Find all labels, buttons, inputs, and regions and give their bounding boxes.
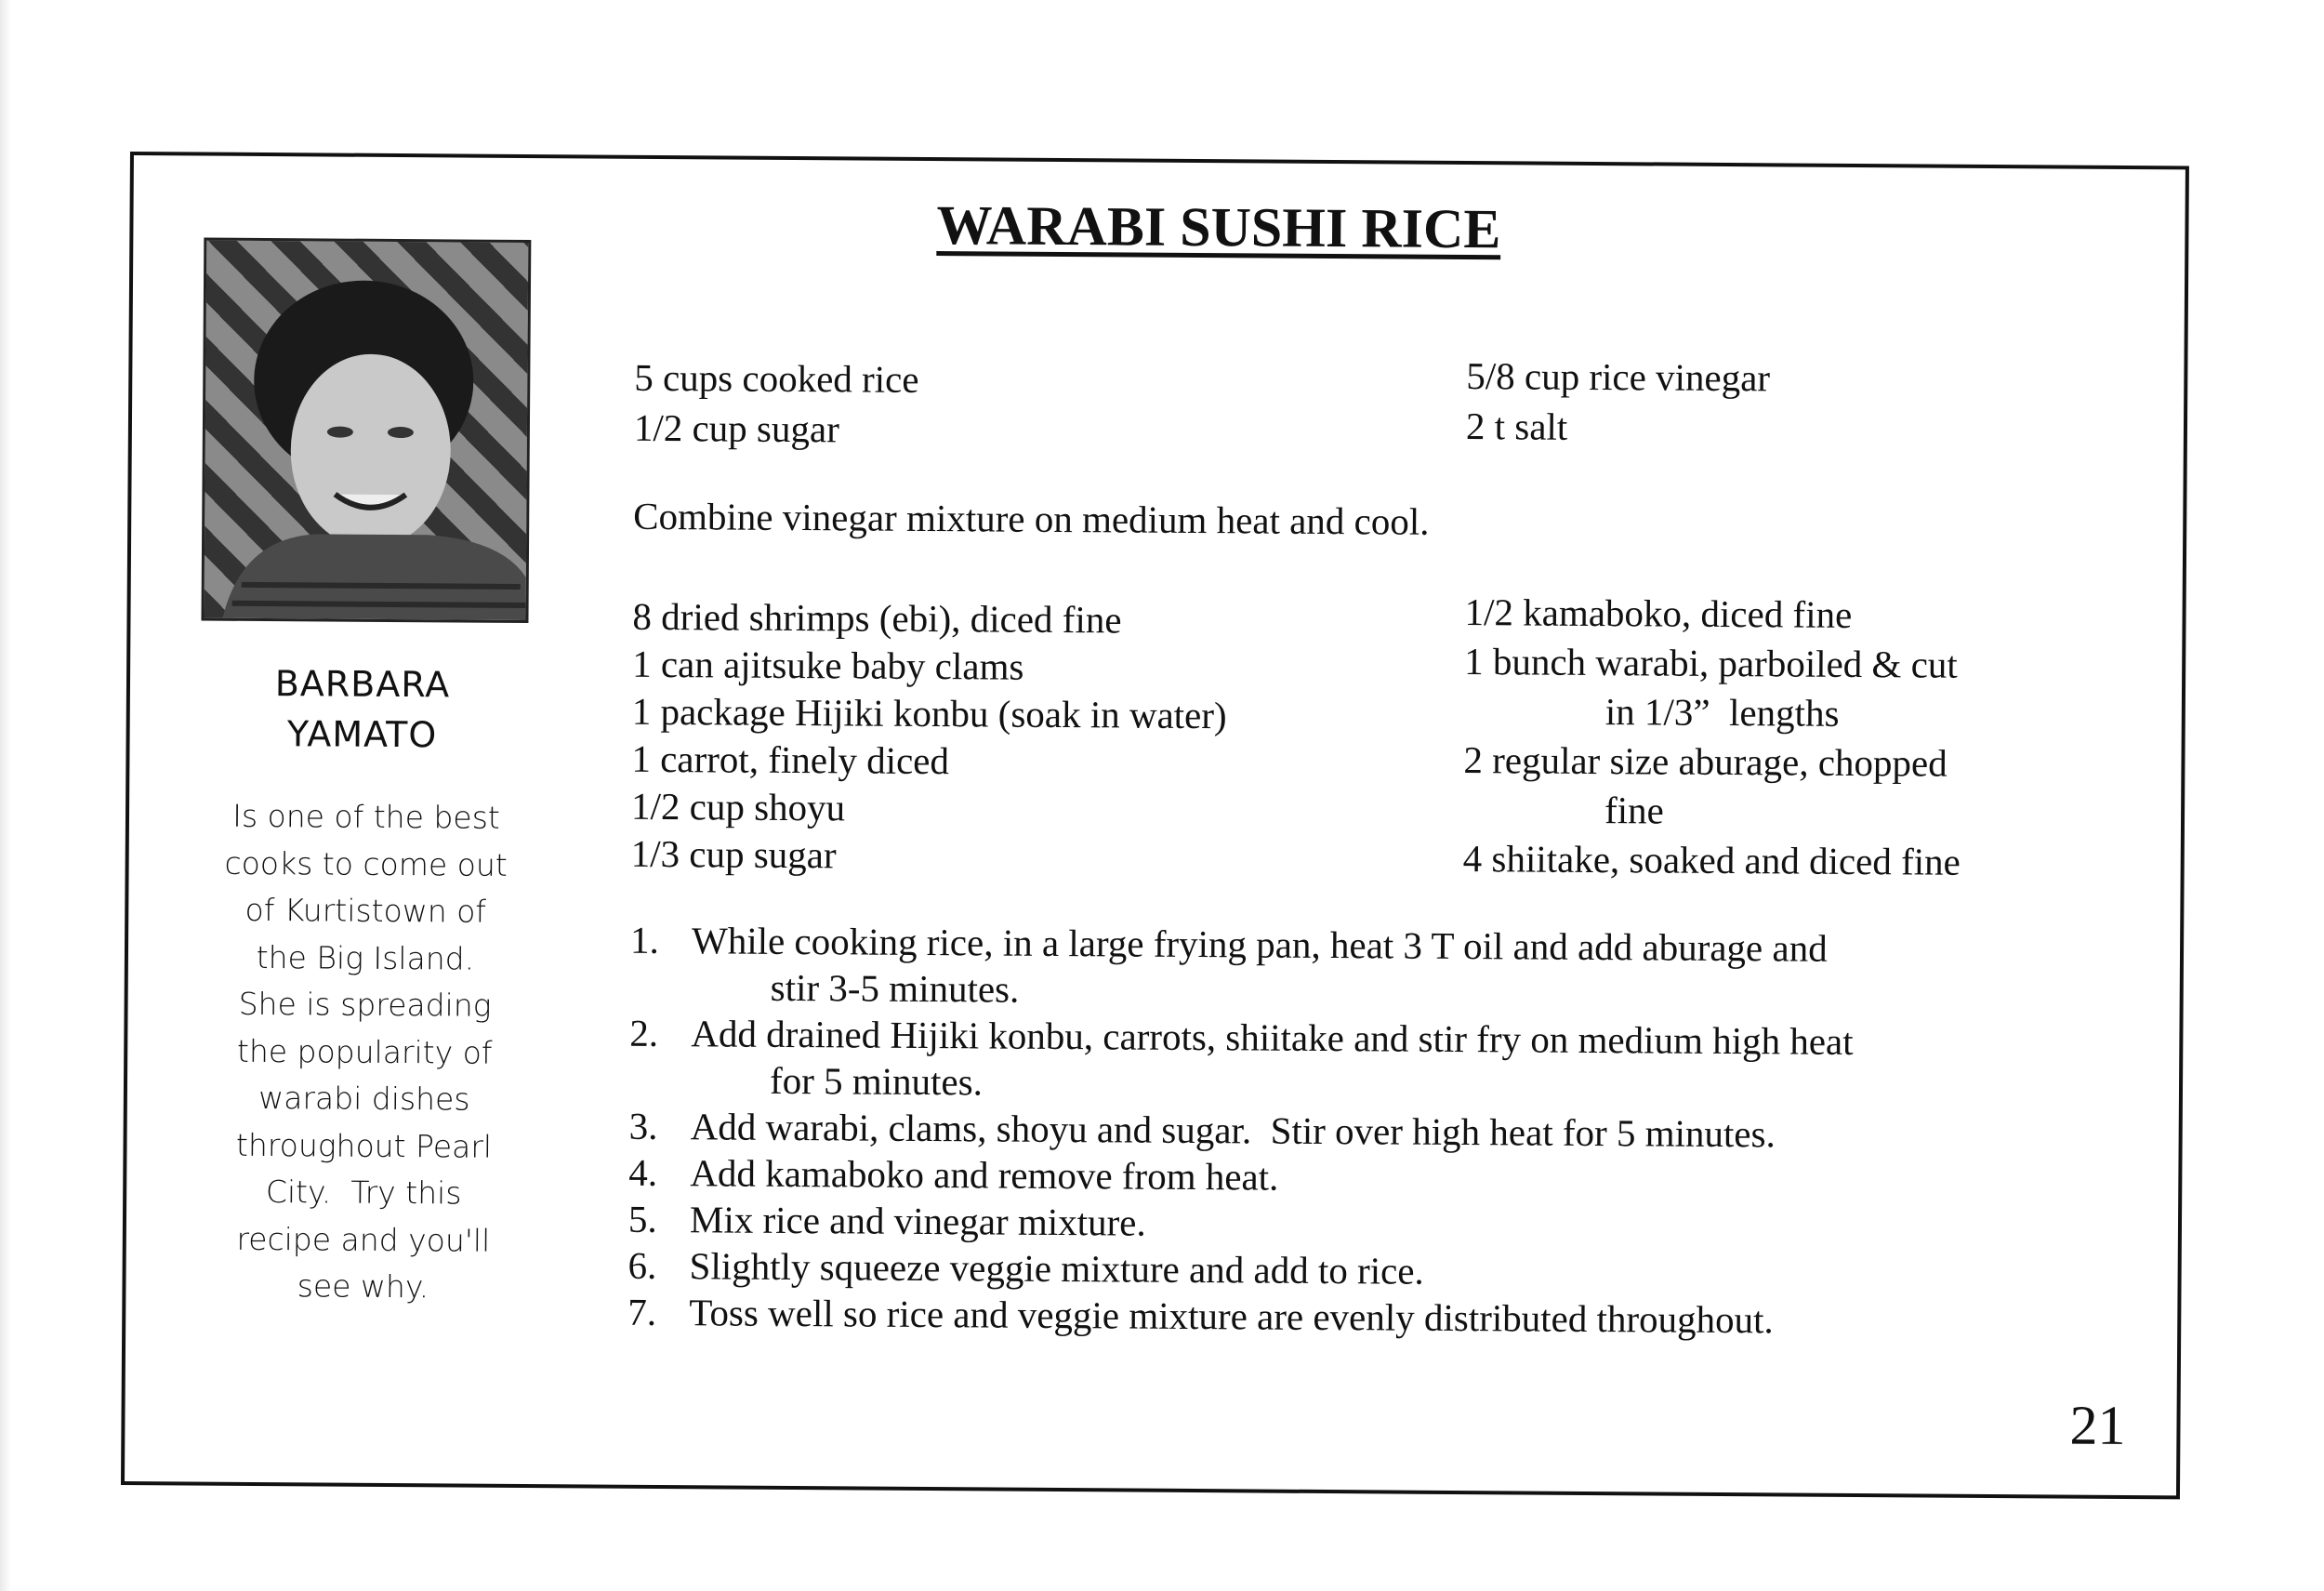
- ingredient-item: 1/2 cup sugar: [633, 405, 840, 451]
- step-number: 1.: [629, 918, 660, 961]
- bio-line: the Big Island.: [256, 938, 475, 977]
- bio-line: She is spreading: [238, 985, 492, 1024]
- instruction-steps: [627, 917, 2136, 1346]
- step-text-continued: for 5 minutes.: [769, 1058, 984, 1104]
- ingredient-item: 2 regular size aburage, chopped: [1463, 738, 1948, 785]
- step-2: [629, 1010, 2136, 1113]
- ingredients-1-right: [1466, 351, 1770, 453]
- person-name: [166, 657, 558, 761]
- bio-line: the popularity of: [236, 1032, 493, 1071]
- bio-line: see why.: [297, 1267, 429, 1306]
- ingredient-item: 5/8 cup rice vinegar: [1466, 354, 1771, 400]
- step-number: 2.: [629, 1011, 659, 1054]
- step-text: Add warabi, clams, shoyu and sugar. Stir over high heat for 5 minutes.: [690, 1105, 1776, 1156]
- bio-line: recipe and you'll: [236, 1220, 491, 1259]
- combine-instruction: Combine vinegar mixture on medium heat and cool.: [633, 494, 1430, 543]
- ingredient-item: 1/3 cup sugar: [630, 831, 837, 877]
- step-text-continued: stir 3-5 minutes.: [770, 965, 1020, 1011]
- ingredient-item: 4 shiitake, soaked and diced fine: [1462, 837, 1961, 883]
- ingredients-2-right: [1463, 588, 1962, 887]
- ingredient-item: 1 can ajitsuke baby clams: [632, 642, 1024, 688]
- ingredient-item: 8 dried shrimps (ebi), diced fine: [632, 594, 1122, 642]
- step-number: 4.: [628, 1150, 658, 1194]
- person-last-name: YAMATO: [286, 713, 438, 756]
- recipe-title: WARABI SUSHI RICE: [936, 194, 1501, 260]
- person-bio: [181, 792, 548, 1311]
- step-number: 3.: [628, 1104, 658, 1147]
- ingredient-item: 1 bunch warabi, parboiled & cut: [1464, 640, 1958, 686]
- bio-line: Is one of the best: [232, 797, 500, 836]
- recipe-card: [121, 152, 2189, 1499]
- step-text: Slightly squeeze veggie mixture and add to rice.: [689, 1244, 1424, 1293]
- step-text: Mix rice and vinegar mixture.: [689, 1198, 1146, 1244]
- step-text: While cooking rice, in a large frying pan, heat 3 T oil and add aburage and: [691, 919, 1828, 970]
- ingredient-item: 5 cups cooked rice: [634, 355, 919, 401]
- step-number: 5.: [627, 1197, 657, 1240]
- ingredient-item: 1 package Hijiki konbu (soak in water): [631, 689, 1227, 737]
- step-1: [630, 917, 2137, 1020]
- step-number: 6.: [627, 1243, 657, 1287]
- bio-line: throughout Pearl: [235, 1126, 493, 1165]
- ingredient-item: 2 t salt: [1465, 404, 1568, 448]
- step-number: 7.: [627, 1290, 657, 1333]
- ingredient-item: 1 carrot, finely diced: [631, 736, 950, 783]
- ingredient-item: 1/2 kamaboko, diced fine: [1464, 590, 1853, 636]
- ingredients-1-left: [634, 352, 919, 455]
- person-first-name: BARBARA: [274, 663, 451, 706]
- ingredients-2-left: [631, 593, 1228, 882]
- step-text: Add kamaboko and remove from heat.: [690, 1151, 1279, 1199]
- ingredient-item-continued: in 1/3” lengths: [1604, 690, 1840, 735]
- page-edge: [0, 0, 11, 1591]
- ingredient-item-continued: fine: [1604, 789, 1665, 832]
- bio-line: City. Try this: [265, 1173, 462, 1212]
- bio-line: of Kurtistown of: [244, 891, 487, 930]
- ingredient-item: 1/2 cup shoyu: [630, 784, 846, 829]
- page-number: 21: [2069, 1394, 2126, 1457]
- step-text: Add drained Hijiki konbu, carrots, shiitake and stir fry on medium high heat: [691, 1012, 1854, 1063]
- portrait-figure: [205, 241, 529, 620]
- step-7: [627, 1289, 2133, 1346]
- bio-line: cooks to come out: [224, 844, 508, 883]
- step-text: Toss well so rice and veggie mixture are evenly distributed throughout.: [689, 1291, 1774, 1342]
- portrait-photo: [201, 238, 531, 623]
- bio-line: warabi dishes: [258, 1079, 470, 1118]
